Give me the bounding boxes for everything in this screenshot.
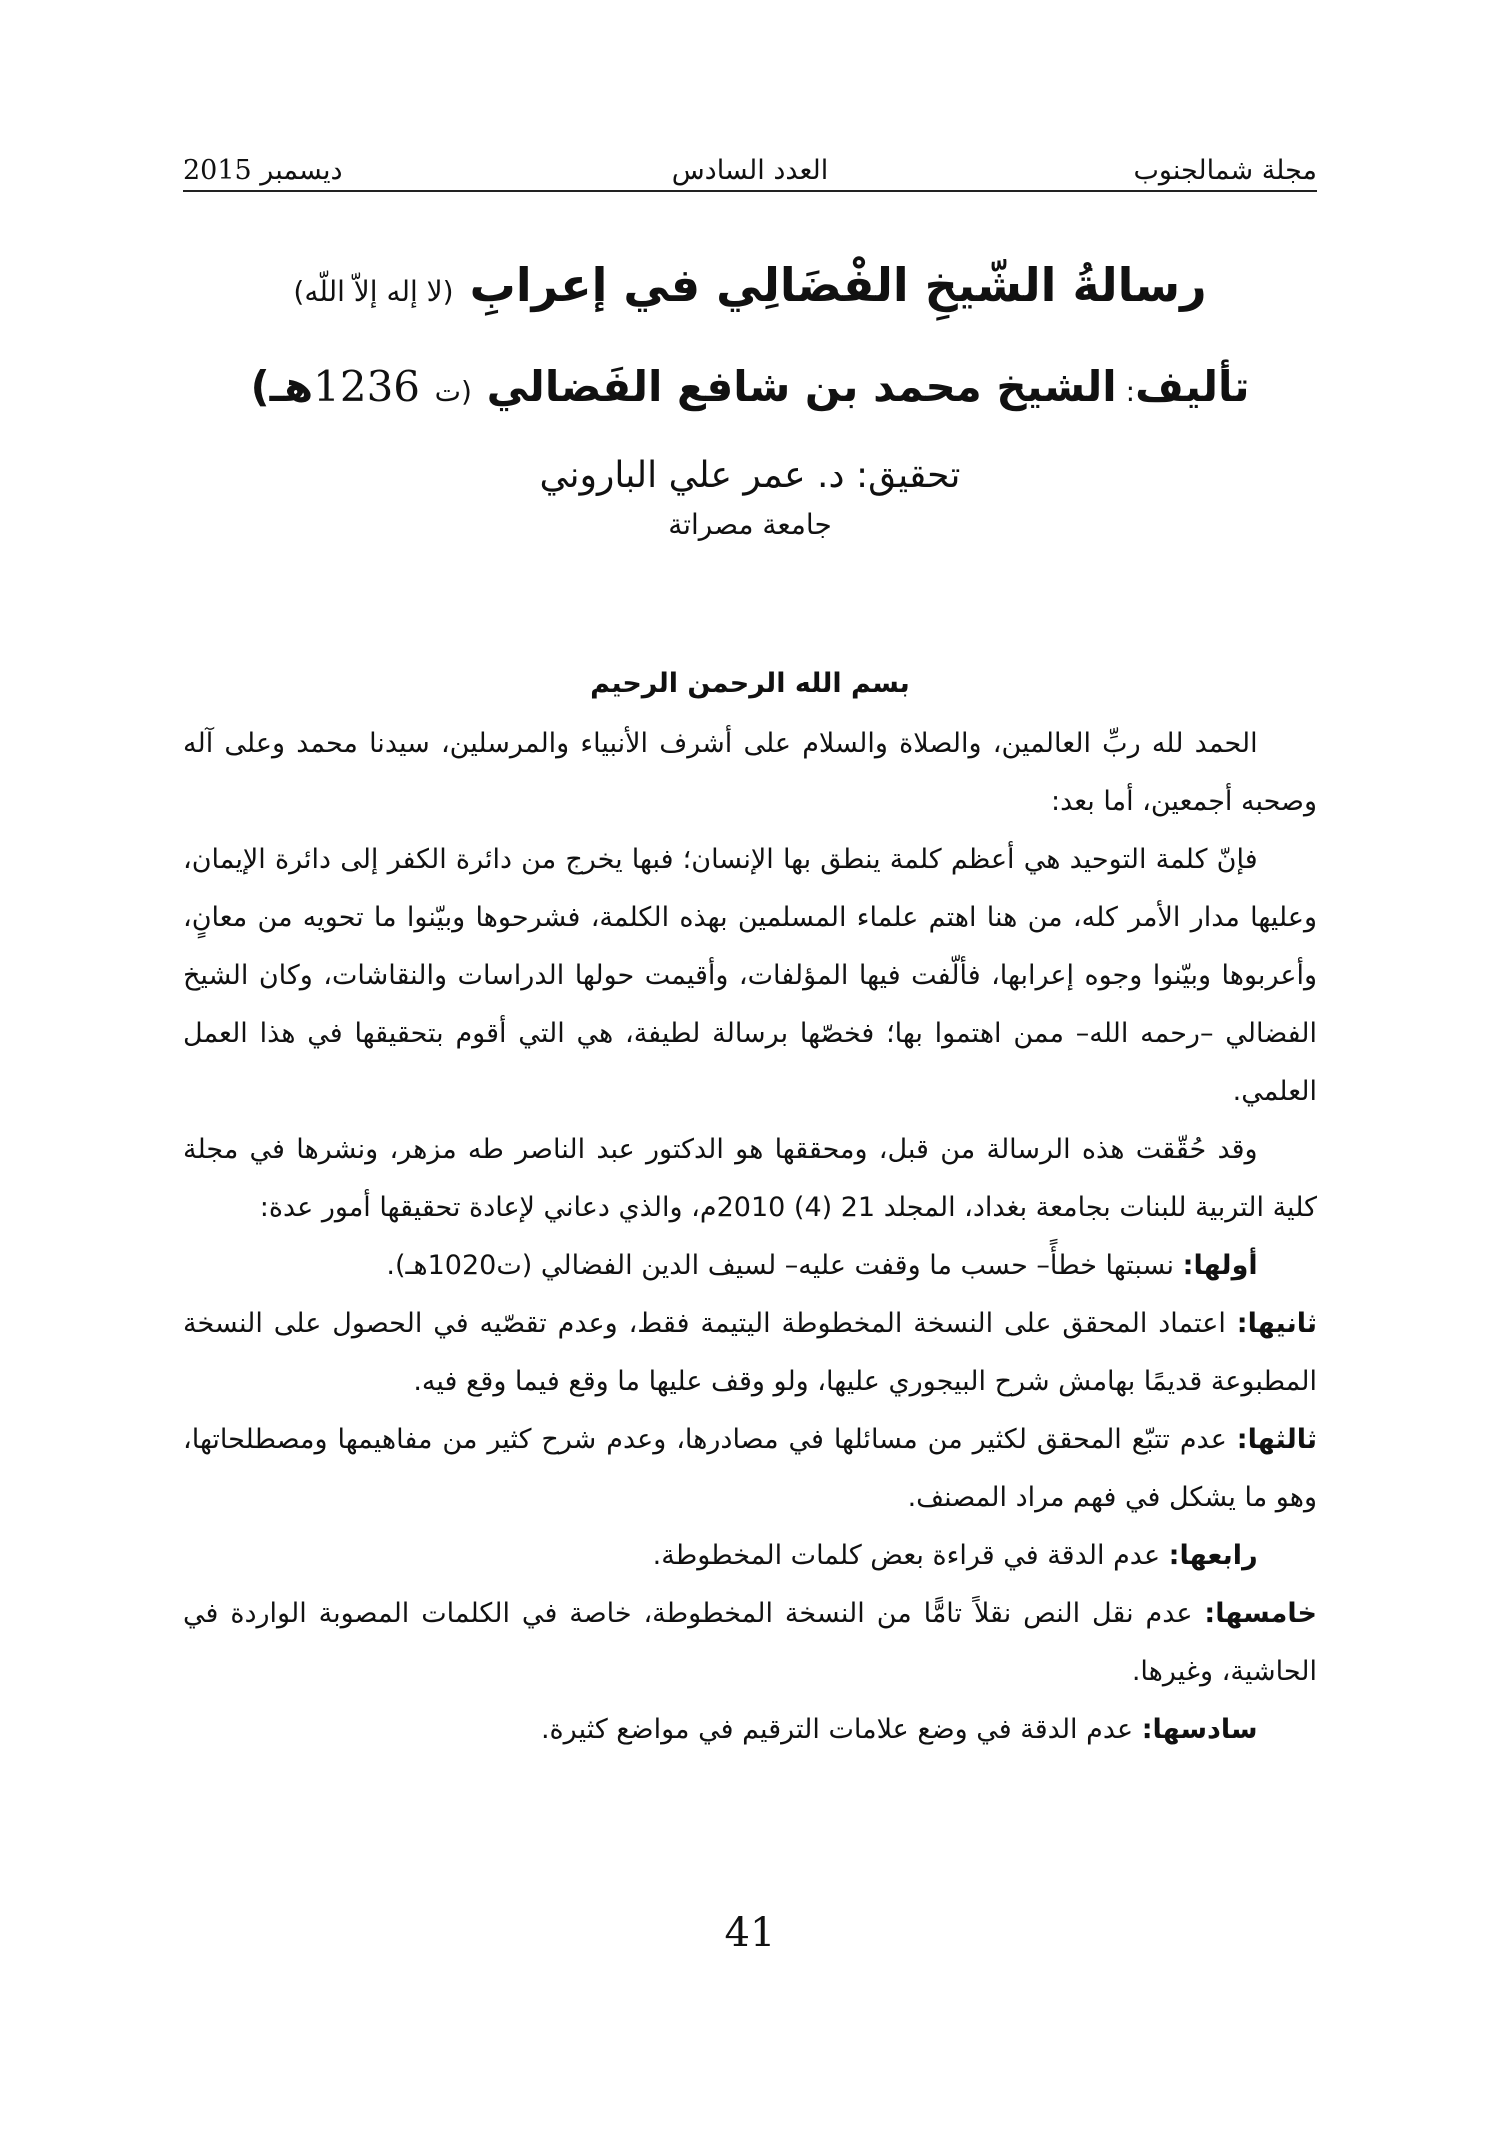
basmala: بسم الله الرحمن الرحيم xyxy=(590,668,910,699)
article-title xyxy=(200,250,1300,327)
item-label: ثانيها: xyxy=(1236,1308,1317,1339)
title-phrase: (لا إله إلاّ اللّه) xyxy=(293,275,454,308)
item-text: نسبتها خطأً– حسب ما وقفت عليه– لسيف الدين الفضالي (ت1020هـ). xyxy=(386,1250,1175,1281)
author-label: تأليف xyxy=(1135,362,1250,411)
item-text: اعتماد المحقق على النسخة المخطوطة اليتيمة فقط، وعدم تقصّيه في الحصول على النسخة المطبوعة قديمًا بهامش شرح البيجوري عليها، ولو وقف عليها ما وقع فيما وقع فيه. xyxy=(183,1308,1317,1397)
list-item-5 xyxy=(183,1585,1317,1701)
paragraph-1: الحمد لله ربِّ العالمين، والصلاة والسلام على أشرف الأنبياء والمرسلين، سيدنا محمد وعلى آله وصحبه أجمعين، أما بعد: xyxy=(183,728,1317,817)
author-close: هـ) xyxy=(250,362,314,411)
item-label: ثالثها: xyxy=(1236,1424,1317,1455)
running-header xyxy=(183,150,1317,192)
list-item-6 xyxy=(183,1701,1317,1759)
item-label: رابعها: xyxy=(1168,1540,1258,1571)
item-label: أولها: xyxy=(1182,1250,1258,1281)
item-text: عدم الدقة في وضع علامات الترقيم في مواضع كثيرة. xyxy=(540,1714,1134,1745)
editor-line: تحقيق: د. عمر علي الباروني xyxy=(539,455,961,496)
title-main: رسالةُ الشّيخِ الفْضَالِي في إعرابِ xyxy=(469,258,1207,312)
issue-label: العدد السادس xyxy=(671,155,829,186)
list-item-3 xyxy=(183,1411,1317,1527)
author-name: الشيخ محمد بن شافع الفَضالي xyxy=(486,362,1117,411)
page-number: 41 xyxy=(724,1910,776,1956)
item-label: سادسها: xyxy=(1141,1714,1258,1745)
list-item-1 xyxy=(183,1237,1317,1295)
item-text: عدم نقل النص نقلاً تامًّا من النسخة المخطوطة، خاصة في الكلمات المصوبة الواردة في الحاشية، وغيرها. xyxy=(183,1598,1317,1687)
university-name: جامعة مصراتة xyxy=(668,508,832,541)
death-year: 1236 xyxy=(313,362,421,411)
item-text: عدم الدقة في قراءة بعض كلمات المخطوطة. xyxy=(652,1540,1161,1571)
article-body xyxy=(183,655,1317,1759)
list-item-2 xyxy=(183,1295,1317,1411)
item-label: خامسها: xyxy=(1204,1598,1317,1629)
list-item-4 xyxy=(183,1527,1317,1585)
issue-date: ديسمبر 2015 xyxy=(183,155,343,186)
paragraph-3: وقد حُقّقت هذه الرسالة من قبل، ومحققها هو الدكتور عبد الناصر طه مزهر، ونشرها في مجلة كلية التربية للبنات بجامعة بغداد، المجلد 21 (4) 2010م، والذي دعاني لإعادة تحقيقها أمور عدة: xyxy=(183,1134,1317,1223)
item-text: عدم تتبّع المحقق لكثير من مسائلها في مصادرها، وعدم شرح كثير من مفاهيمها ومصطلحاتها، وهو ما يشكل في فهم مراد المصنف. xyxy=(183,1424,1317,1513)
author-open: (ت xyxy=(434,375,472,408)
journal-name: مجلة شمالجنوب xyxy=(1133,155,1317,186)
author-line: تأليف: الشيخ محمد بن شافع الفَضالي (ت 1236هـ) xyxy=(250,362,1250,411)
paragraph-2: فإنّ كلمة التوحيد هي أعظم كلمة ينطق بها الإنسان؛ فبها يخرج من دائرة الكفر إلى دائرة الإيمان، وعليها مدار الأمر كله، من هنا اهتم علماء المسلمين بهذه الكلمة، فشرحوها وبيّنوا ما تحويه من معانٍ، وأعربوها وبيّنوا وجوه إعرابها، فألّفت فيها المؤلفات، وأقيمت حولها الدراسات والنقاشات، وكان الشيخ الفضالي –رحمه الله– ممن اهتموا بها؛ فخصّها برسالة لطيفة، هي التي أقوم بتحقيقها في هذا العمل العلمي. xyxy=(183,844,1317,1107)
